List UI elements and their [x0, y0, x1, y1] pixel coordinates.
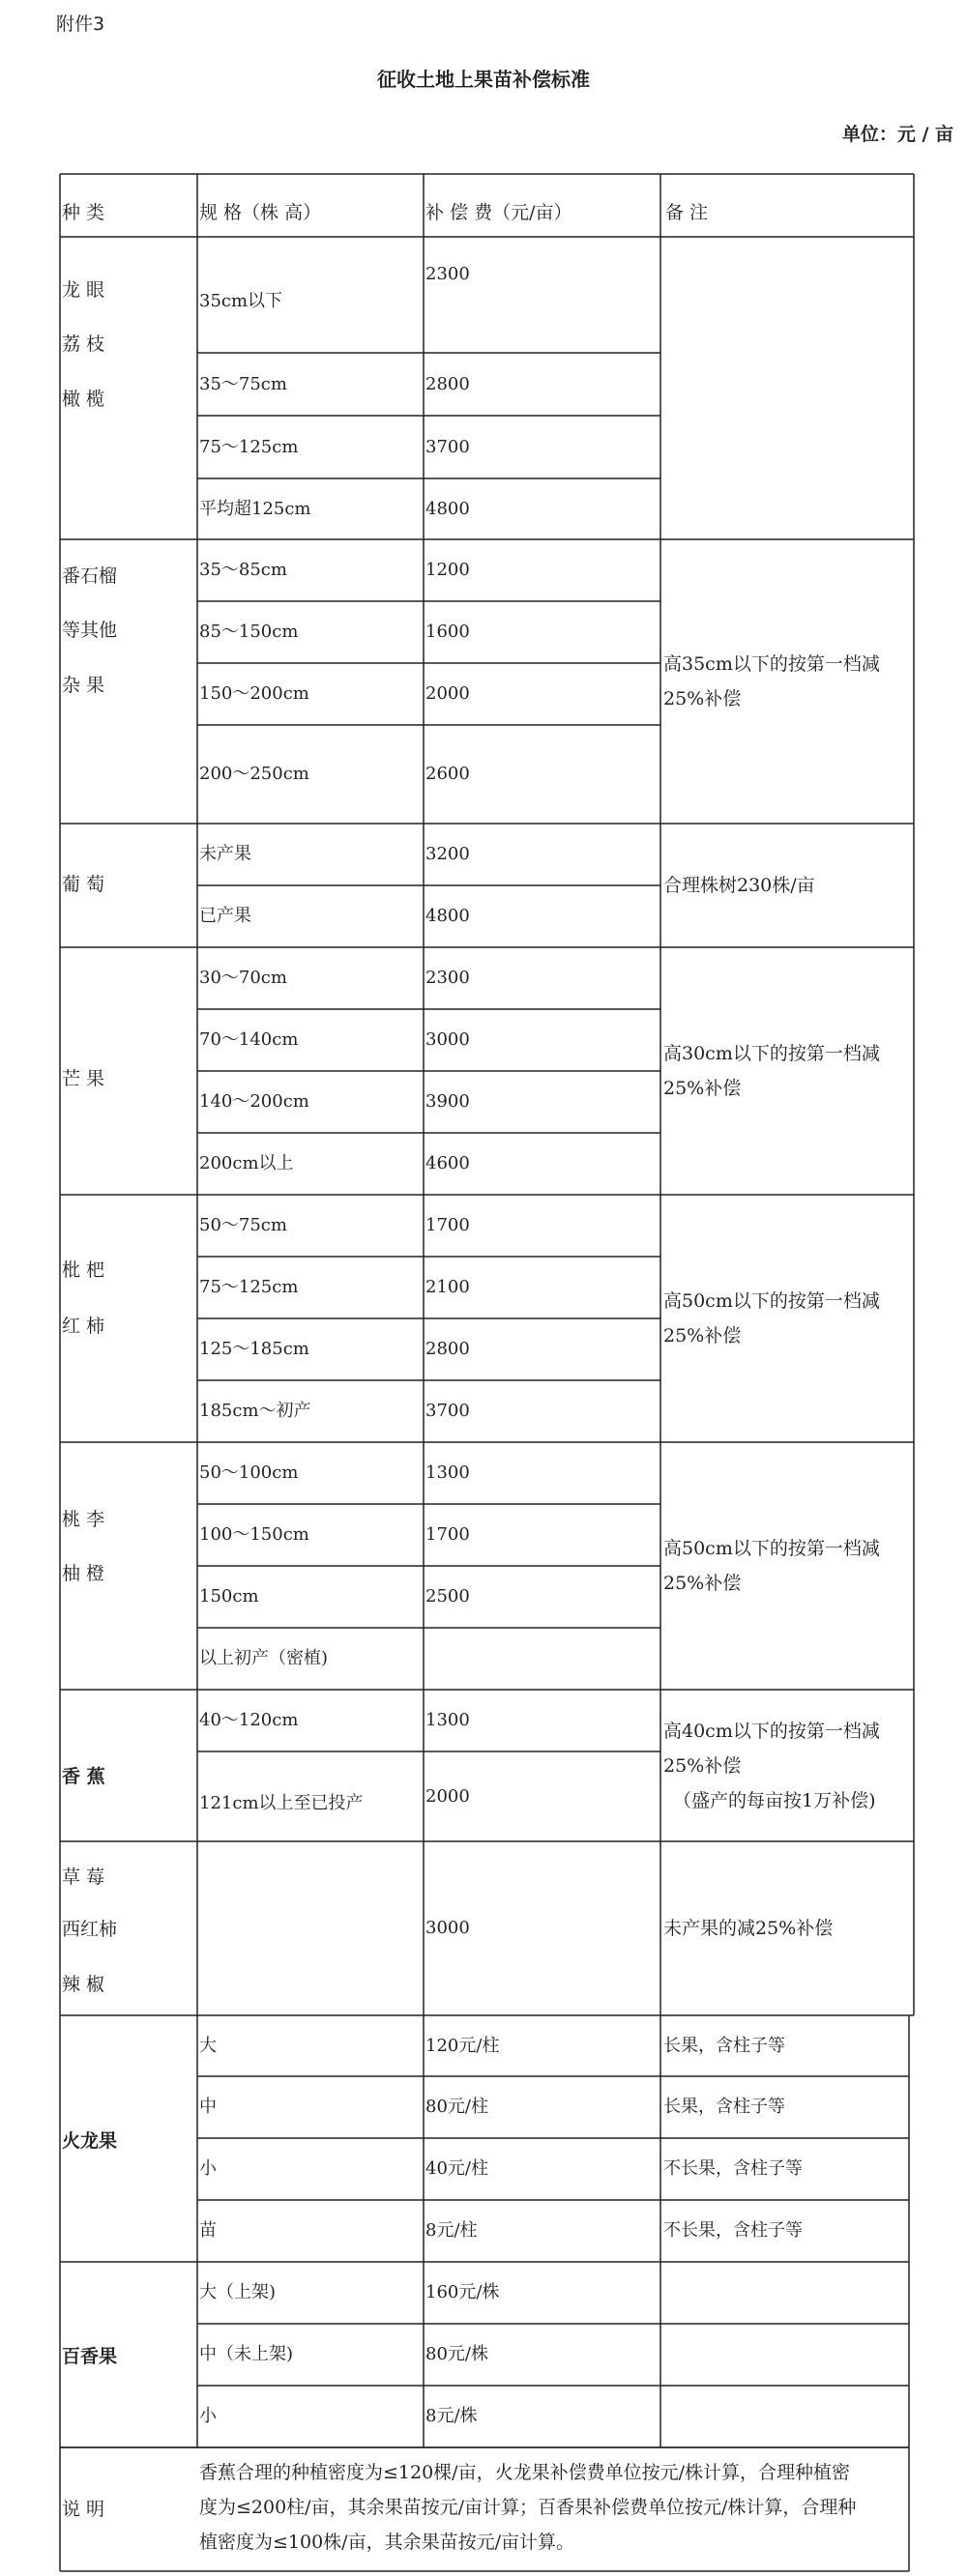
- note-line: 高40cm以下的按第一档减: [663, 1720, 880, 1742]
- fee-cell: 2000: [425, 1785, 470, 1807]
- fee-cell: 8元/株: [425, 2406, 478, 2426]
- spec-cell: 70～140cm: [199, 1029, 299, 1050]
- spec-cell: 100～150cm: [199, 1524, 309, 1545]
- spec-cell: 200cm以上: [199, 1153, 294, 1173]
- note-line: 合理株树230株/亩: [663, 875, 815, 896]
- category-label: 葡 萄: [62, 874, 105, 895]
- spec-cell: 50～100cm: [199, 1462, 299, 1483]
- attachment-label: 附件3: [56, 14, 105, 35]
- category-label: 枇 杷: [62, 1259, 105, 1281]
- note-line: 未产果的减25%补偿: [663, 1918, 834, 1939]
- spec-cell: 小: [199, 2406, 217, 2426]
- category-label: 西红柿: [62, 1919, 118, 1940]
- category-label: 辣 椒: [62, 1974, 105, 1995]
- fee-cell: 3000: [425, 1918, 470, 1938]
- category-label: 红 柿: [62, 1316, 105, 1337]
- spec-cell: 185cm～初产: [199, 1401, 311, 1421]
- spec-cell: 中: [199, 2097, 217, 2117]
- spec-cell: 75～125cm: [199, 436, 299, 457]
- spec-cell: 85～150cm: [199, 622, 299, 642]
- note-line: 25%补偿: [663, 688, 742, 709]
- explanation-line: 香蕉合理的种植密度为≤120棵/亩，火龙果补偿费单位按元/株计算，合理种植密: [199, 2462, 850, 2483]
- category-label: 等其他: [62, 620, 118, 641]
- note-line: 高35cm以下的按第一档减: [663, 653, 880, 675]
- explanation-line: 度为≤200柱/亩，其余果苗按元/亩计算；百香果补偿费单位按元/株计算，合理种: [199, 2497, 857, 2518]
- spec-cell: 125～185cm: [199, 1339, 309, 1359]
- note-line: 25%补偿: [663, 1573, 742, 1594]
- category-label: 火龙果: [62, 2130, 118, 2152]
- fee-cell: 160元/株: [425, 2282, 500, 2302]
- fee-cell: 2800: [425, 1339, 470, 1359]
- fee-cell: 2800: [425, 373, 470, 394]
- fee-cell: 8元/柱: [425, 2220, 478, 2241]
- spec-cell: 大（上架): [199, 2282, 277, 2302]
- note-line: 高30cm以下的按第一档减: [663, 1043, 880, 1064]
- fee-cell: 1200: [425, 560, 470, 580]
- note-line: 高50cm以下的按第一档减: [663, 1538, 880, 1559]
- fee-cell: 3700: [425, 436, 470, 457]
- spec-cell: 30～70cm: [199, 968, 287, 988]
- header-fee: 补 偿 费（元/亩）: [425, 202, 572, 223]
- spec-cell: 小: [199, 2158, 217, 2179]
- explanation-label: 说 明: [62, 2499, 105, 2520]
- header-spec: 规 格（株 高）: [199, 202, 322, 223]
- spec-cell: 200～250cm: [199, 764, 309, 784]
- category-label: 龙 眼: [62, 279, 105, 301]
- spec-cell: 35cm以下: [199, 291, 283, 311]
- category-label: 草 莓: [62, 1867, 105, 1888]
- fee-cell: 2000: [425, 683, 470, 704]
- spec-cell: 大: [199, 2035, 217, 2056]
- fee-cell: 2100: [425, 1277, 470, 1297]
- fee-cell: 2600: [425, 764, 470, 784]
- category-label: 番石榴: [62, 565, 118, 587]
- spec-cell: 35～75cm: [199, 373, 287, 394]
- spec-cell: 未产果: [199, 844, 251, 864]
- fee-cell: 2300: [425, 968, 470, 988]
- fee-cell: 1300: [425, 1462, 470, 1483]
- spec-cell: 150cm: [199, 1586, 259, 1606]
- note-cell: 不长果，含柱子等: [663, 2158, 803, 2179]
- fee-cell: 3900: [425, 1091, 470, 1112]
- note-line: 25%补偿: [663, 1078, 742, 1099]
- note-cell: 长果，含柱子等: [663, 2035, 785, 2056]
- category-label: 杂 果: [62, 675, 105, 696]
- note-cell: 长果，含柱子等: [663, 2097, 785, 2117]
- note-cell: 不长果，含柱子等: [663, 2220, 803, 2241]
- category-label: 荔 枝: [62, 333, 105, 355]
- unit-label: 单位：元 / 亩: [841, 124, 953, 145]
- spec-cell: 苗: [199, 2220, 217, 2241]
- fee-cell: 4800: [425, 498, 470, 519]
- spec-cell: 140～200cm: [199, 1091, 309, 1112]
- category-label: 橄 榄: [62, 389, 105, 410]
- fee-cell: 4800: [425, 906, 470, 926]
- spec-cell: 150～200cm: [199, 683, 309, 704]
- spec-cell: 平均超125cm: [199, 498, 311, 519]
- fee-cell: 3000: [425, 1029, 470, 1050]
- fee-cell: 120元/柱: [425, 2035, 500, 2056]
- category-label: 芒 果: [62, 1068, 105, 1089]
- fee-cell: 80元/株: [425, 2344, 488, 2364]
- spec-cell: 以上初产（密植): [199, 1648, 329, 1668]
- fee-cell: 2500: [425, 1586, 470, 1606]
- category-label: 百香果: [62, 2346, 118, 2367]
- spec-cell: 50～75cm: [199, 1215, 287, 1235]
- fee-cell: 3200: [425, 844, 470, 864]
- header-category: 种 类: [62, 202, 105, 223]
- fee-cell: 4600: [425, 1153, 470, 1173]
- spec-cell: 35～85cm: [199, 560, 287, 580]
- explanation-line: 植密度为≤100株/亩，其余果苗按元/亩计算。: [199, 2532, 574, 2553]
- spec-cell: 已产果: [199, 906, 251, 926]
- fee-cell: 1700: [425, 1215, 470, 1235]
- fee-cell: 1700: [425, 1524, 470, 1545]
- category-label: 桃 李: [62, 1509, 105, 1530]
- note-line: 高50cm以下的按第一档减: [663, 1290, 880, 1312]
- note-line: （盛产的每亩按1万补偿): [673, 1789, 876, 1811]
- category-label: 柚 橙: [62, 1563, 105, 1584]
- fee-cell: 3700: [425, 1401, 470, 1421]
- note-line: 25%补偿: [663, 1325, 742, 1346]
- spec-cell: 中（未上架): [199, 2344, 294, 2364]
- fee-cell: 80元/柱: [425, 2097, 488, 2117]
- spec-cell: 40～120cm: [199, 1710, 299, 1730]
- note-line: 25%补偿: [663, 1754, 742, 1777]
- fee-cell: 40元/柱: [425, 2158, 488, 2179]
- fee-cell: 1300: [425, 1710, 470, 1730]
- spec-cell: 121cm以上至已投产: [199, 1793, 364, 1813]
- page-title: 征收土地上果苗补偿标准: [377, 68, 590, 91]
- fee-cell: 2300: [425, 264, 470, 284]
- category-label: 香 蕉: [62, 1766, 105, 1787]
- spec-cell: 75～125cm: [199, 1277, 299, 1297]
- header-note: 备 注: [665, 202, 709, 223]
- fee-cell: 1600: [425, 622, 470, 642]
